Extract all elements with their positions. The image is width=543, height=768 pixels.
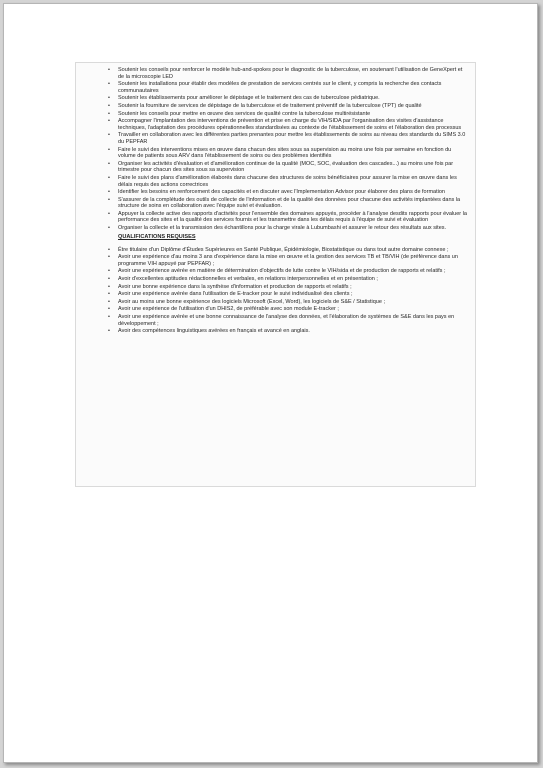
bullet-icon: • xyxy=(108,246,110,253)
qualification-item: • Avoir une expérience avérée en matière de détermination d'objectifs de lutte contre le VIH/sida et de production de rapports et relatifs ; xyxy=(108,268,446,275)
qualification-item: • Avoir une expérience avérée et une bonne connaissance de l'analyse des données, et l'élaboration de systèmes de S&E dans les pays en développement ; xyxy=(108,314,455,327)
content-list xyxy=(82,67,470,336)
bullet-icon: • xyxy=(108,314,110,320)
responsibility-item: • Soutenir la fourniture de services de dépistage de la tuberculose et de traitement préventif de la tuberculose (TPT) de qualité xyxy=(108,102,422,109)
responsibility-item: • S'assurer de la complétude des outils de collecte de l'information et de la qualité des données pour chacune des activités implantées dans la structure de soins en collaboration avec l'équipe suivi et évaluation. xyxy=(108,196,461,210)
responsibility-item: • Faire le suivi des interventions mises en œuvre dans chacun des sites sous sa supervision au moins une fois par semaine en fonction du volume de patients sous ARV dans l'établissement de soins ou des problèmes identifiés xyxy=(108,146,452,160)
bullet-icon: • xyxy=(108,298,110,305)
qualification-item: • Avoir des compétences linguistiques avérées en français et avancé en anglais. xyxy=(108,328,310,335)
bullet-icon: • xyxy=(108,67,110,73)
qualification-item: • Avoir une bonne expérience dans la synthèse d'information et production de rapports et relatifs ; xyxy=(108,283,352,290)
responsibility-item: • Travailler en collaboration avec les différentes parties prenantes pour mettre les établissements de soins au niveau des standards du SIMS 3.0 du PEPFAR xyxy=(108,132,466,145)
bullet-icon: • xyxy=(108,268,110,275)
qualification-item: • Avoir une expérience de l'utilisation d'un DHIS2, de préférable avec son module E-tracker ; xyxy=(108,306,339,313)
bullet-icon: • xyxy=(108,276,110,283)
responsibility-item: • Soutenir les installations pour établir des modèles de prestation de services centrés sur le client, y compris la recherche des contacts communautaires xyxy=(108,81,442,94)
responsibility-item: • Identifier les besoins en renforcement des capacités et en discuter avec l'Implementation Advisor pour élaborer des plans de formation xyxy=(108,189,445,196)
responsibility-item: • Soutenir les conseils pour renforcer le modèle hub-and-spokes pour le diagnostic de la tuberculose, en soutenant l'utilisation de GeneXpert et de la microscopie LED xyxy=(108,67,463,80)
bullet-icon: • xyxy=(108,146,110,153)
bullet-icon: • xyxy=(108,291,110,298)
scanned-content-block xyxy=(75,62,476,487)
responsibility-item: • Organiser les activités d'évaluation et d'amélioration continue de la qualité (MOC, SOC, évaluation des cascades...) au moins une fois par trimestre pour chacun des sites sous sa supervision xyxy=(108,160,454,174)
responsibility-item: • Soutenir les conseils pour mettre en œuvre des services de qualité contre la tuberculose multirésistante xyxy=(108,110,371,117)
bullet-icon: • xyxy=(108,328,110,335)
responsibility-item: • Accompagner l'implantation des interventions de prévention et prise en charge du VIH/SIDA par l'organisation des visites d'assistance techniques, l'adaptation des procédures opérationnelles standardisées au contexte de l'établissement de soins et l'élaboration des processus xyxy=(108,118,462,131)
bullet-icon: • xyxy=(108,196,110,203)
bullet-icon: • xyxy=(108,225,110,232)
document-page xyxy=(3,3,538,763)
bullet-icon: • xyxy=(108,283,110,290)
qualification-item: • Avoir une expérience d'au moins 3 ans d'expérience dans la mise en œuvre et la gestion des services TB et TB/VIH (de préférence dans un programme VIH appuyé par PEPFAR) ; xyxy=(108,254,458,267)
responsibility-item: • Appuyer la collecte active des rapports d'activités pour l'ensemble des domaines appuyés, procéder à l'analyse desdits rapports pour évaluer la performance des sites et la qualité des services fournis et les transmettre dans les délais requis à l'équipe de suivi et évaluation xyxy=(108,210,467,224)
qualification-item: • Avoir au moins une bonne expérience des logiciels Microsoft (Excel, Word), les logiciels de S&E / Statistique ; xyxy=(108,298,385,305)
bullet-icon: • xyxy=(108,254,110,261)
bullet-icon: • xyxy=(108,306,110,313)
qualification-item: • Avoir d'excellentes aptitudes rédactionnelles et verbales, en relations interpersonnelles et en présentation ; xyxy=(108,276,378,283)
bullet-icon: • xyxy=(108,102,110,109)
bullet-icon: • xyxy=(108,132,110,139)
responsibility-item: • Faire le suivi des plans d'amélioration élaborés dans chacune des structures de soins bénéficiaires pour assurer la mise en œuvre dans les délais requis des actions correctrices xyxy=(108,174,457,188)
bullet-icon: • xyxy=(108,118,110,125)
bullet-icon: • xyxy=(108,210,110,217)
bullet-icon: • xyxy=(108,110,110,117)
qualification-item: • Être titulaire d'un Diplôme d'Études Supérieures en Santé Publique, Épidémiologie, Biostatistique ou dans tout autre domaine connexe ; xyxy=(108,246,449,253)
bullet-icon: • xyxy=(108,81,110,88)
bullet-icon: • xyxy=(108,160,110,167)
responsibility-item: • Organiser la collecte et la transmission des échantillons pour la charge virale à Lubumbashi et assurer le retour des résultats aux sites. xyxy=(108,225,447,232)
bullet-icon: • xyxy=(108,174,110,181)
qualification-item: • Avoir une expérience avérée dans l'utilisation de E-tracker pour le suivi individualisé des clients ; xyxy=(108,291,353,298)
bullet-icon: • xyxy=(108,189,110,196)
qualifications-heading: QUALIFICATIONS REQUISES xyxy=(118,233,196,240)
responsibility-item: • Soutenir les établissements pour améliorer le dépistage et le traitement des cas de tuberculose pédiatrique. xyxy=(108,95,380,102)
bullet-icon: • xyxy=(108,95,110,102)
